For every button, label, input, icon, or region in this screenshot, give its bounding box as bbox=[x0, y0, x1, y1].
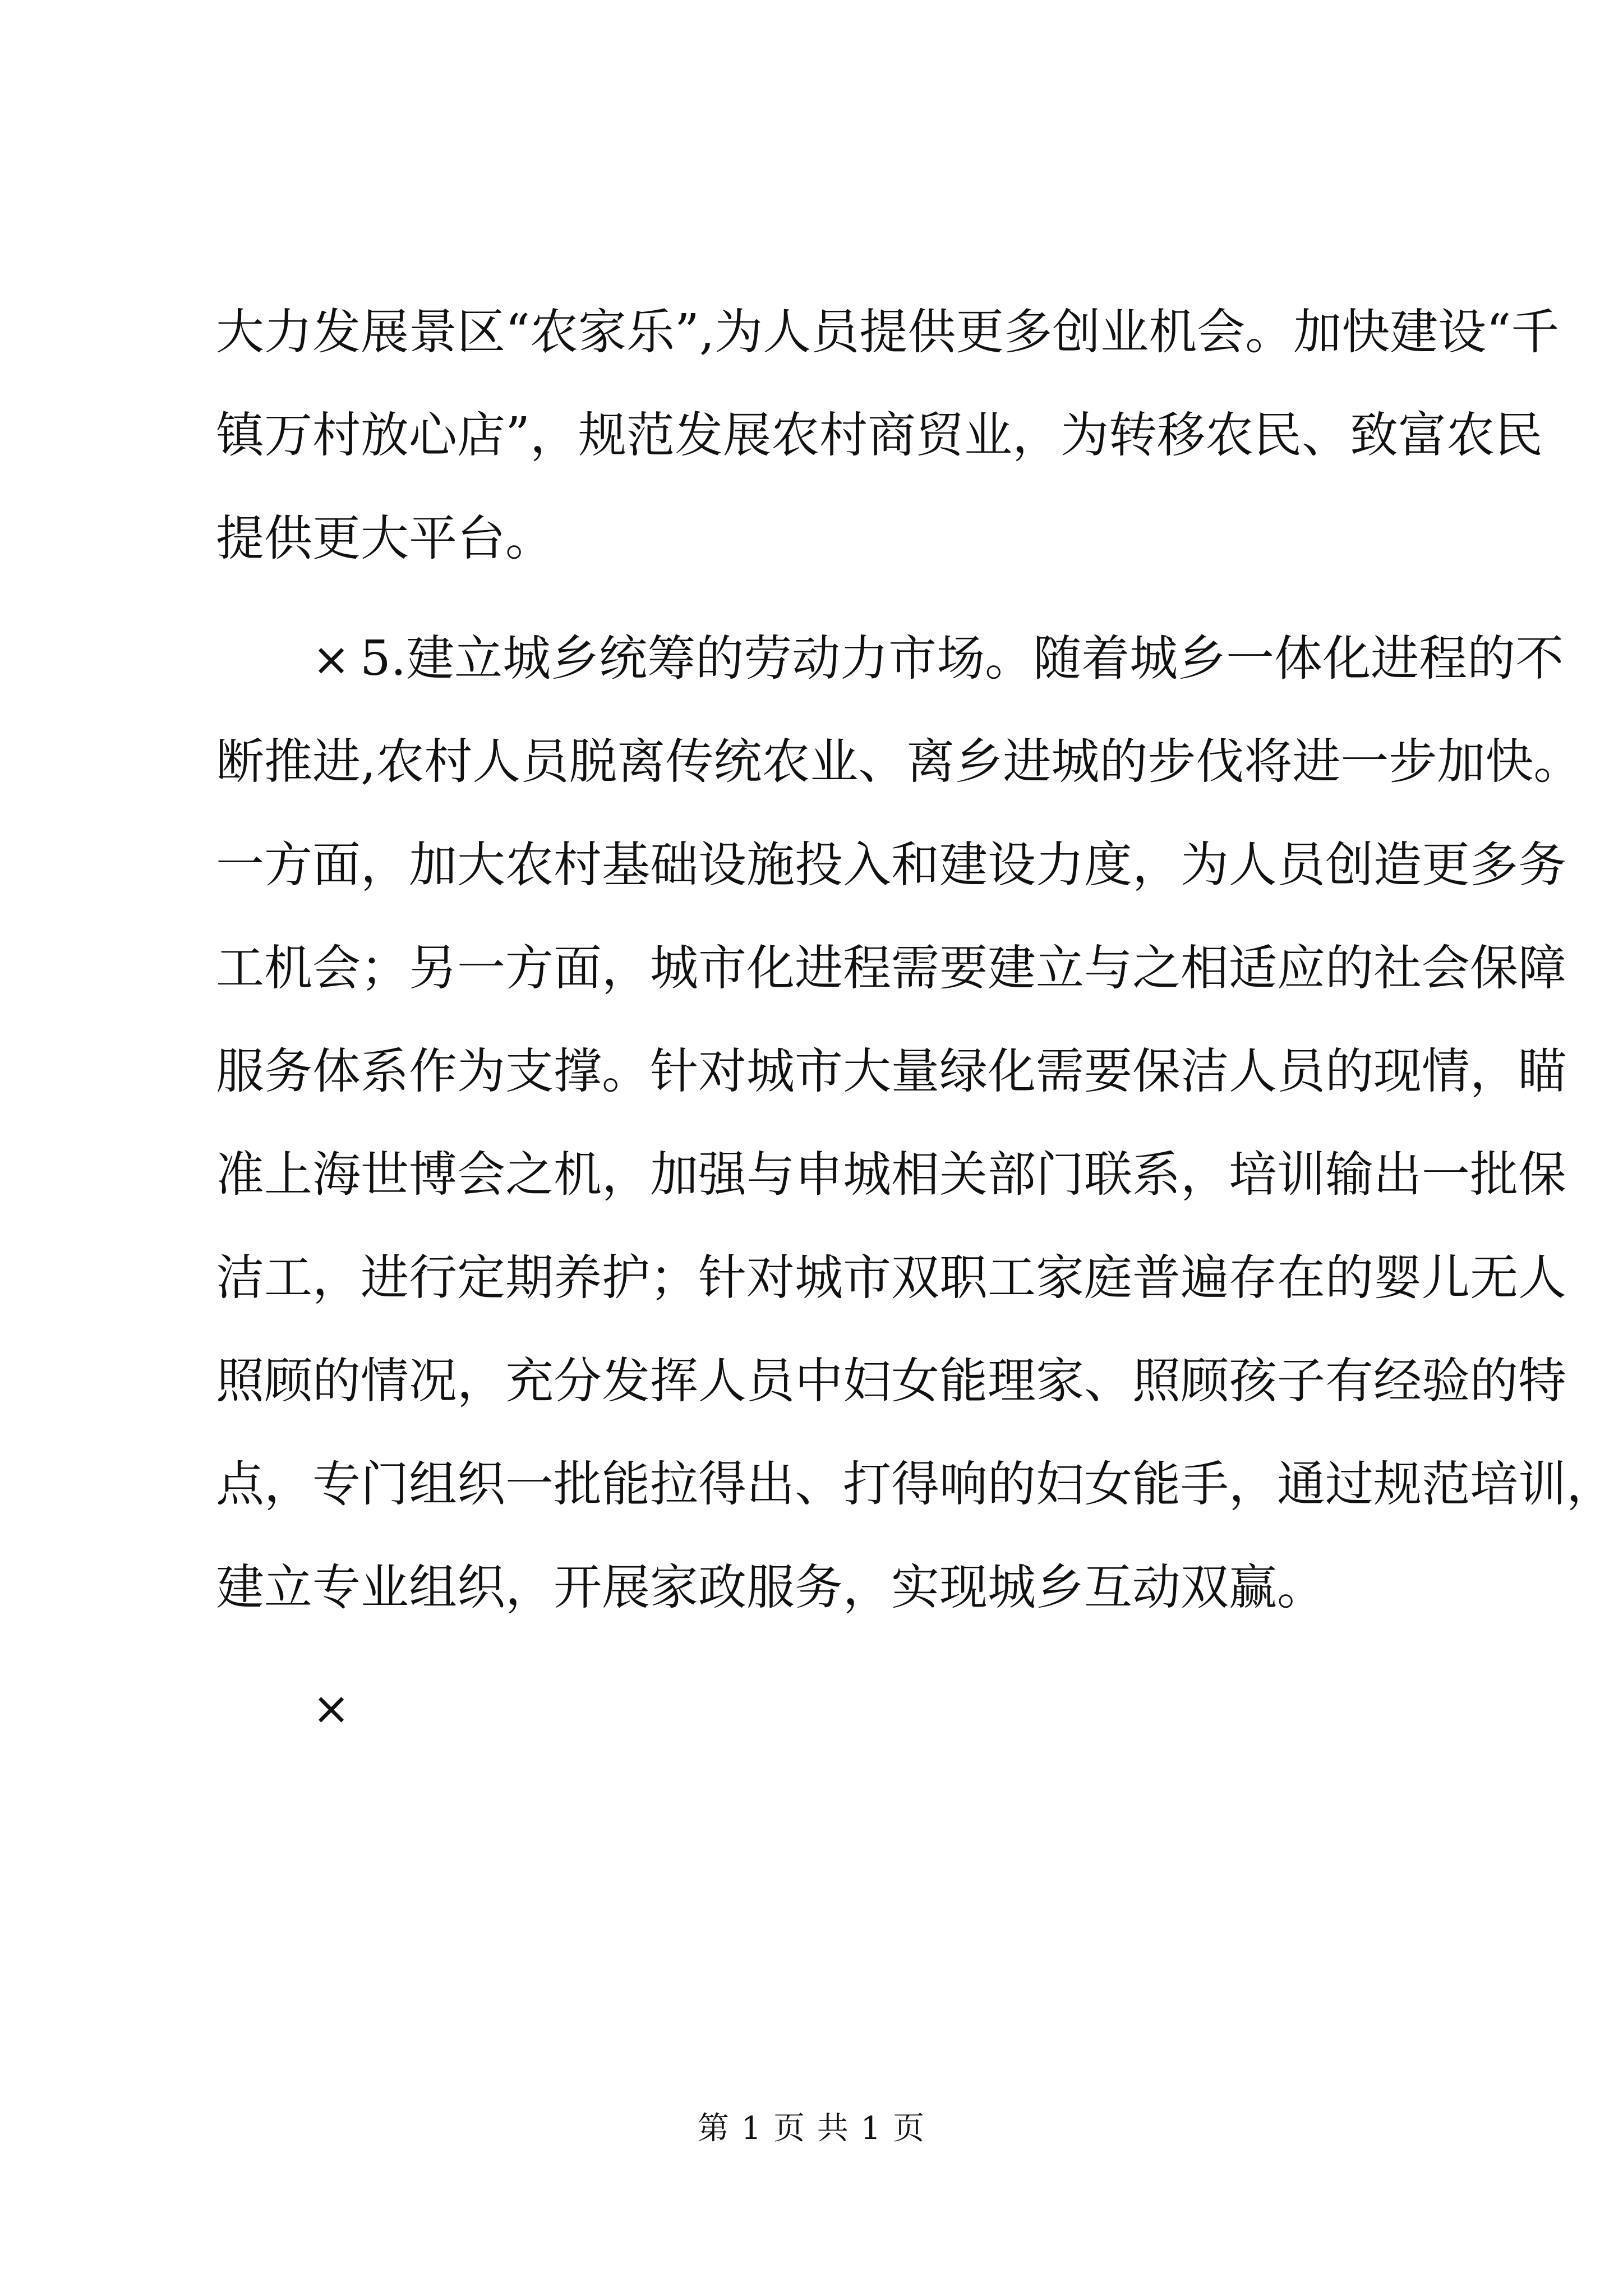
page-footer: 第 1 页 共 1 页 bbox=[697, 2110, 926, 2147]
paragraph-line: 洁工，进行定期养护；针对城市双职工家庭普遍存在的婴儿无人 bbox=[216, 1250, 1566, 1306]
paragraph-line: 一方面，加大农村基础设施投入和建设力度，为人员创造更多务 bbox=[216, 837, 1566, 893]
paragraph-line: 断推进,农村人员脱离传统农业、离乡进城的步伐将进一步加快。 bbox=[216, 734, 1582, 790]
paragraph-first-line bbox=[216, 607, 1564, 710]
paragraph-line: 提供更大平台。 bbox=[216, 510, 554, 567]
paragraph-line: 准上海世博会之机，加强与申城相关部门联系，培训输出一批保 bbox=[216, 1147, 1566, 1203]
document-body bbox=[216, 280, 1615, 1759]
paragraph-line-text: 5.建立城乡统筹的劳动力市场。随着城乡一体化进程的不 bbox=[360, 631, 1564, 687]
paragraph-line: 建立专业组织，开展家政服务，实现城乡互动双赢。 bbox=[216, 1559, 1325, 1616]
paragraph-line: 大力发展景区“农家乐”,为人员提供更多创业机会。加快建设“千 bbox=[216, 304, 1560, 360]
paragraph-spacer bbox=[216, 590, 1409, 607]
paragraph-2 bbox=[216, 607, 1615, 1639]
paragraph-line: 点，专门组织一批能拉得出、打得响的妇女能手，通过规范培训， bbox=[216, 1456, 1615, 1512]
cross-mark-icon: × bbox=[312, 1682, 351, 1734]
cross-mark-icon: × bbox=[312, 633, 351, 685]
paragraph-line: 照顾的情况，充分发挥人员中妇女能理家、照顾孩子有经验的特 bbox=[216, 1353, 1566, 1409]
paragraph-line: 镇万村放心店”，规范发展农村商贸业，为转移农民、致富农民 bbox=[216, 407, 1543, 463]
paragraph-line: 服务体系作为支撑。针对城市大量绿化需要保洁人员的现情，瞄 bbox=[216, 1043, 1566, 1099]
paragraph-spacer bbox=[216, 1639, 1409, 1656]
paragraph-3 bbox=[216, 1656, 1409, 1759]
paragraph-line: 工机会；另一方面，城市化进程需要建立与之相适应的社会保障 bbox=[216, 940, 1566, 996]
paragraph-1 bbox=[216, 280, 1560, 590]
